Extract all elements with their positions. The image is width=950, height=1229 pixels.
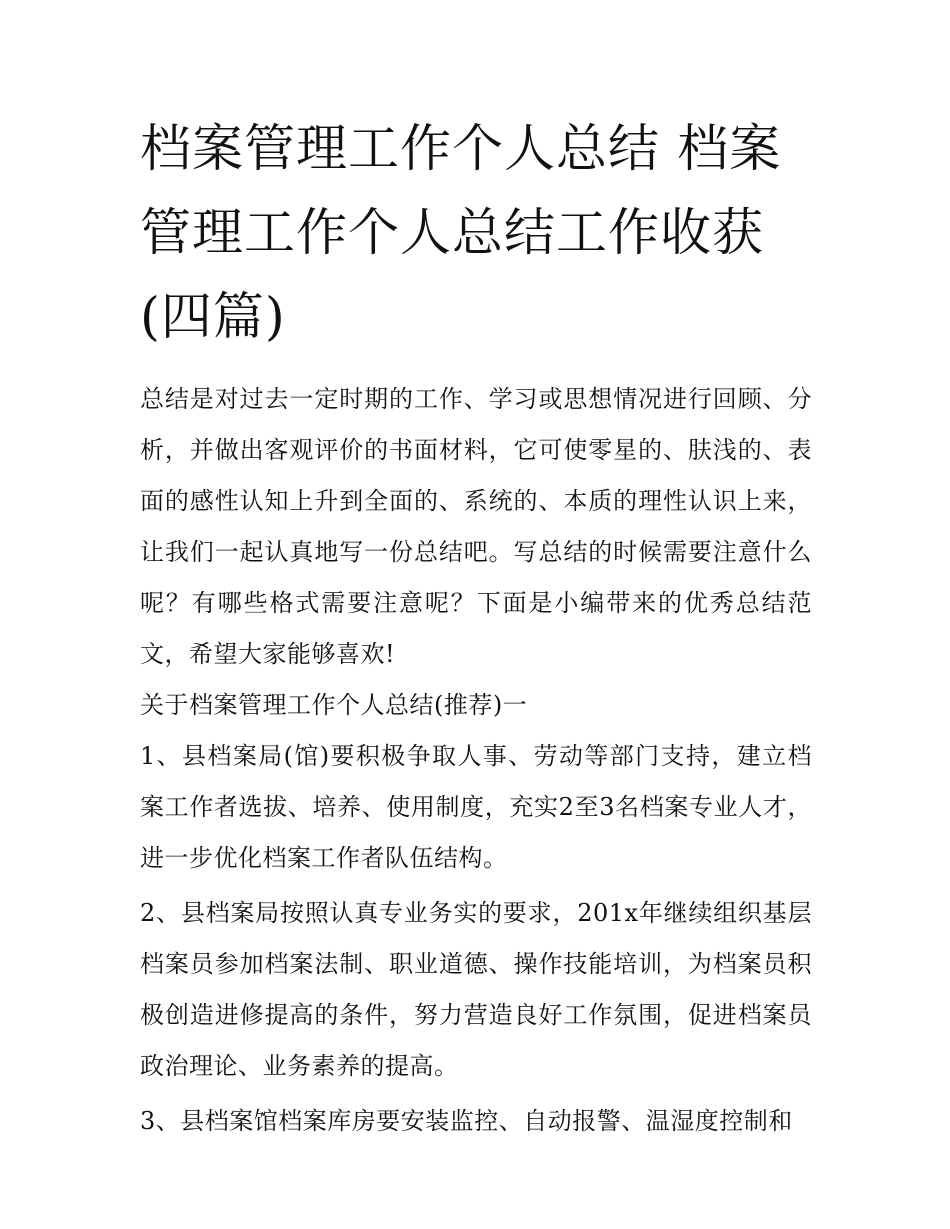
list-item-3: 3、县档案馆档案库房要安装监控、自动报警、温湿度控制和 bbox=[140, 1107, 793, 1135]
list-item-1: 1、县档案局(馆)要积极争取人事、劳动等部门支持，建立档案工作者选拔、培养、使用制度，充实2至3名档案专业人才，进一步优化档案工作者队伍结构。 bbox=[140, 742, 812, 872]
document-title: 档案管理工作个人总结 档案管理工作个人总结工作收获(四篇) bbox=[140, 120, 782, 347]
document-content bbox=[140, 108, 812, 1147]
list-item-2: 2、县档案局按照认真专业务实的要求，201x年继续组织基层档案员参加档案法制、职业道德、操作技能培训，为档案员积极创造进修提高的条件，努力营造良好工作氛围，促进档案员政治理论、业务素养的提高。 bbox=[140, 899, 812, 1080]
section-heading: 关于档案管理工作个人总结(推荐)一 bbox=[140, 691, 528, 719]
intro-paragraph: 总结是对过去一定时期的工作、学习或思想情况进行回顾、分析，并做出客观评价的书面材料，它可使零星的、肤浅的、表面的感性认知上升到全面的、系统的、本质的理性认识上来，让我们一起认真地写一份总结吧。写总结的时候需要注意什么呢？有哪些格式需要注意呢？下面是小编带来的优秀总结范文，希望大家能够喜欢! bbox=[140, 385, 812, 668]
document-body bbox=[140, 374, 812, 1147]
